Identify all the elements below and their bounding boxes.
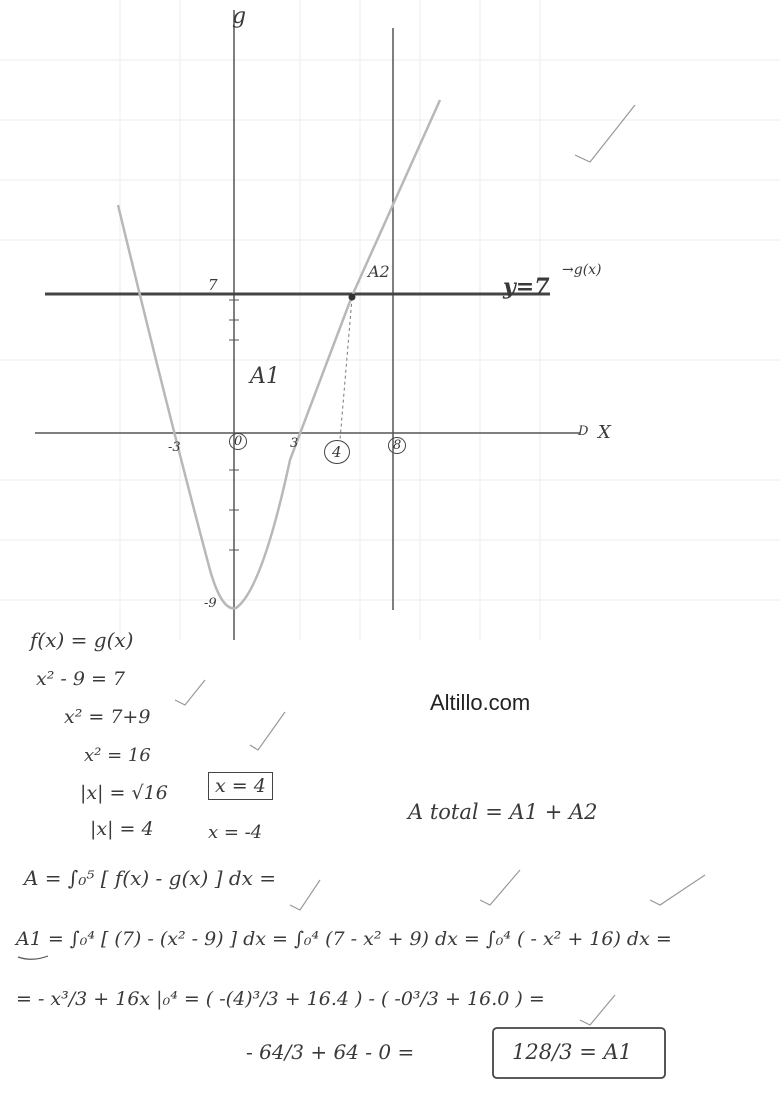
y-tick-7: 7 xyxy=(208,276,218,294)
a-total: A total = A1 + A2 xyxy=(408,800,598,824)
intersection-dashed xyxy=(340,298,352,440)
y-axis-label: g xyxy=(232,4,247,29)
antiderivative: = - x³/3 + 16x |₀⁴ = ( -(4)³/3 + 16.4 ) - ( -0³/3 + 16.0 ) = xyxy=(16,988,545,1010)
work-line-1: f(x) = g(x) xyxy=(30,628,134,652)
x-tick-8: 8 xyxy=(388,437,406,454)
work-line-6: |x| = 4 xyxy=(90,818,154,840)
x-tick-neg3: -3 xyxy=(168,440,181,455)
work-line-4: x² = 16 xyxy=(84,745,151,766)
x-tick-3: 3 xyxy=(290,436,299,451)
y-tick-neg9: -9 xyxy=(204,596,217,611)
work-line-6-alt: x = -4 xyxy=(208,822,263,843)
work-line-5: |x| = √16 xyxy=(80,782,168,804)
integral-general: A = ∫₀⁵ [ f(x) - g(x) ] dx = xyxy=(24,866,277,890)
x-arrow: D xyxy=(578,424,589,439)
integral-a1: A1 = ∫₀⁴ [ (7) - (x² - 9) ] dx = ∫₀⁴ (7 - x² + 9) dx = ∫₀⁴ ( - x² + 16) dx = xyxy=(16,928,672,950)
work-line-3: x² = 7+9 xyxy=(64,706,151,728)
region-a1-label: A1 xyxy=(250,364,280,389)
check-icon xyxy=(250,712,285,750)
check-icon xyxy=(580,995,615,1025)
check-icon xyxy=(175,680,205,705)
check-icon xyxy=(290,880,320,910)
x-tick-4: 4 xyxy=(324,440,350,464)
work-line-2: x² - 9 = 7 xyxy=(36,668,126,690)
watermark: Altillo.com xyxy=(430,690,531,715)
x-tick-0: 0 xyxy=(229,433,247,450)
work-line-5-box: x = 4 xyxy=(208,772,273,800)
result: 128/3 = A1 xyxy=(512,1040,632,1064)
parabola-curve xyxy=(118,100,440,608)
check-icon xyxy=(480,870,520,905)
intersection-point xyxy=(349,294,356,301)
final-line: - 64/3 + 64 - 0 = xyxy=(246,1040,415,1064)
line-label-suffix: →g(x) xyxy=(562,262,602,278)
region-a2-label: A2 xyxy=(368,262,390,281)
x-axis-label: X xyxy=(598,422,611,443)
a1-underline xyxy=(18,956,48,959)
check-icon xyxy=(575,105,635,162)
line-label: y=7 xyxy=(503,274,550,300)
check-icon xyxy=(650,875,705,905)
